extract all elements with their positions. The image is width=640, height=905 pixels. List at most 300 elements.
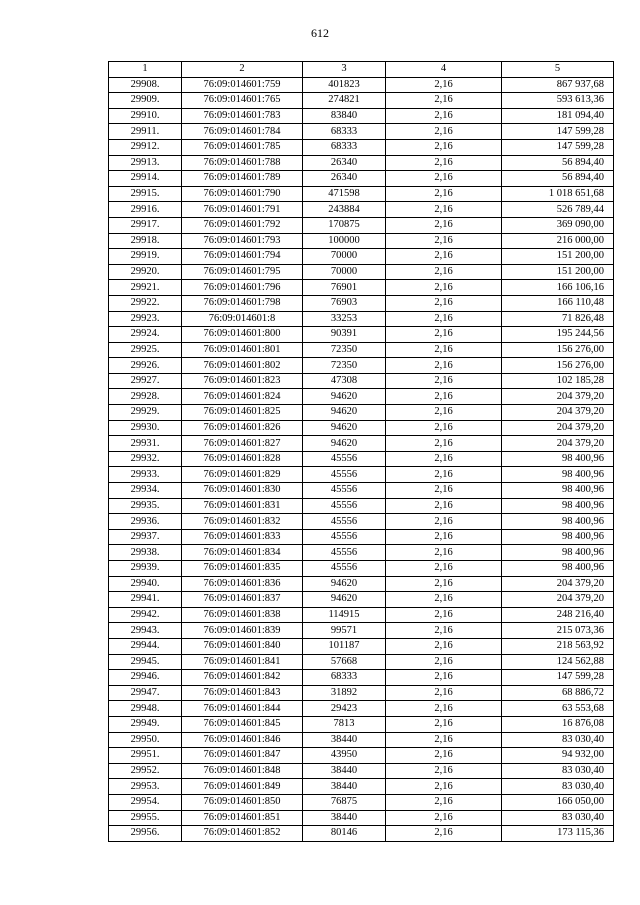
row-number-cell: 29926. — [109, 358, 182, 374]
row-number-cell: 29913. — [109, 155, 182, 171]
cadastral-number-cell: 76:09:014601:823 — [182, 373, 303, 389]
table-row — [109, 638, 614, 654]
row-number-cell: 29937. — [109, 529, 182, 545]
table-row — [109, 373, 614, 389]
area-cell: 45556 — [303, 529, 386, 545]
cadastral-number-cell: 76:09:014601:788 — [182, 155, 303, 171]
rate-cell: 2,16 — [386, 654, 502, 670]
table-row — [109, 607, 614, 623]
area-cell: 26340 — [303, 155, 386, 171]
cadastral-number-cell: 76:09:014601:795 — [182, 264, 303, 280]
amount-cell: 98 400,96 — [502, 545, 614, 561]
table-row — [109, 794, 614, 810]
cadastral-number-cell: 76:09:014601:845 — [182, 716, 303, 732]
row-number-cell: 29935. — [109, 498, 182, 514]
row-number-cell: 29946. — [109, 670, 182, 686]
cadastral-number-cell: 76:09:014601:831 — [182, 498, 303, 514]
amount-cell: 63 553,68 — [502, 701, 614, 717]
area-cell: 94620 — [303, 576, 386, 592]
amount-cell: 166 110,48 — [502, 295, 614, 311]
amount-cell: 204 379,20 — [502, 592, 614, 608]
rate-cell: 2,16 — [386, 108, 502, 124]
row-number-cell: 29925. — [109, 342, 182, 358]
row-number-cell: 29920. — [109, 264, 182, 280]
amount-cell: 248 216,40 — [502, 607, 614, 623]
row-number-cell: 29909. — [109, 93, 182, 109]
rate-cell: 2,16 — [386, 561, 502, 577]
amount-cell: 216 000,00 — [502, 233, 614, 249]
table-row — [109, 810, 614, 826]
cadastral-number-cell: 76:09:014601:824 — [182, 389, 303, 405]
row-number-cell: 29912. — [109, 139, 182, 155]
row-number-cell: 29919. — [109, 249, 182, 265]
area-cell: 68333 — [303, 139, 386, 155]
rate-cell: 2,16 — [386, 607, 502, 623]
amount-cell: 204 379,20 — [502, 389, 614, 405]
rate-cell: 2,16 — [386, 623, 502, 639]
area-cell: 68333 — [303, 124, 386, 140]
row-number-cell: 29918. — [109, 233, 182, 249]
amount-cell: 124 562,88 — [502, 654, 614, 670]
cadastral-number-cell: 76:09:014601:839 — [182, 623, 303, 639]
table-row — [109, 249, 614, 265]
rate-cell: 2,16 — [386, 763, 502, 779]
rate-cell: 2,16 — [386, 794, 502, 810]
rate-cell: 2,16 — [386, 249, 502, 265]
rate-cell: 2,16 — [386, 685, 502, 701]
table-row — [109, 108, 614, 124]
cadastral-number-cell: 76:09:014601:789 — [182, 171, 303, 187]
table-row — [109, 405, 614, 421]
amount-cell: 83 030,40 — [502, 732, 614, 748]
rate-cell: 2,16 — [386, 545, 502, 561]
column-header-1: 1 — [109, 62, 182, 78]
amount-cell: 204 379,20 — [502, 436, 614, 452]
rate-cell: 2,16 — [386, 124, 502, 140]
row-number-cell: 29941. — [109, 592, 182, 608]
amount-cell: 68 886,72 — [502, 685, 614, 701]
table-row — [109, 77, 614, 93]
table-row — [109, 654, 614, 670]
cadastral-number-cell: 76:09:014601:833 — [182, 529, 303, 545]
column-header-4: 4 — [386, 62, 502, 78]
area-cell: 94620 — [303, 436, 386, 452]
cadastral-number-cell: 76:09:014601:851 — [182, 810, 303, 826]
amount-cell: 147 599,28 — [502, 670, 614, 686]
row-number-cell: 29943. — [109, 623, 182, 639]
data-table — [108, 61, 614, 842]
row-number-cell: 29956. — [109, 826, 182, 842]
table-row — [109, 264, 614, 280]
rate-cell: 2,16 — [386, 264, 502, 280]
cadastral-number-cell: 76:09:014601:828 — [182, 451, 303, 467]
row-number-cell: 29951. — [109, 748, 182, 764]
area-cell: 76901 — [303, 280, 386, 296]
row-number-cell: 29933. — [109, 467, 182, 483]
table-row — [109, 670, 614, 686]
table-row — [109, 217, 614, 233]
amount-cell: 166 106,16 — [502, 280, 614, 296]
amount-cell: 56 894,40 — [502, 155, 614, 171]
cadastral-number-cell: 76:09:014601:800 — [182, 327, 303, 343]
table-row — [109, 327, 614, 343]
table-row — [109, 342, 614, 358]
cadastral-number-cell: 76:09:014601:850 — [182, 794, 303, 810]
cadastral-number-cell: 76:09:014601:8 — [182, 311, 303, 327]
table-row — [109, 483, 614, 499]
area-cell: 76903 — [303, 295, 386, 311]
area-cell: 45556 — [303, 498, 386, 514]
area-cell: 401823 — [303, 77, 386, 93]
rate-cell: 2,16 — [386, 77, 502, 93]
area-cell: 83840 — [303, 108, 386, 124]
cadastral-number-cell: 76:09:014601:830 — [182, 483, 303, 499]
table-row — [109, 701, 614, 717]
amount-cell: 83 030,40 — [502, 763, 614, 779]
amount-cell: 83 030,40 — [502, 779, 614, 795]
table-row — [109, 186, 614, 202]
cadastral-number-cell: 76:09:014601:835 — [182, 561, 303, 577]
rate-cell: 2,16 — [386, 716, 502, 732]
rate-cell: 2,16 — [386, 358, 502, 374]
amount-cell: 98 400,96 — [502, 529, 614, 545]
rate-cell: 2,16 — [386, 483, 502, 499]
rate-cell: 2,16 — [386, 139, 502, 155]
row-number-cell: 29940. — [109, 576, 182, 592]
rate-cell: 2,16 — [386, 592, 502, 608]
rate-cell: 2,16 — [386, 311, 502, 327]
row-number-cell: 29955. — [109, 810, 182, 826]
amount-cell: 98 400,96 — [502, 451, 614, 467]
rate-cell: 2,16 — [386, 748, 502, 764]
area-cell: 47308 — [303, 373, 386, 389]
rate-cell: 2,16 — [386, 202, 502, 218]
table-row — [109, 716, 614, 732]
table-row — [109, 498, 614, 514]
area-cell: 45556 — [303, 561, 386, 577]
table-row — [109, 451, 614, 467]
cadastral-number-cell: 76:09:014601:852 — [182, 826, 303, 842]
amount-cell: 156 276,00 — [502, 342, 614, 358]
amount-cell: 16 876,08 — [502, 716, 614, 732]
row-number-cell: 29908. — [109, 77, 182, 93]
amount-cell: 147 599,28 — [502, 139, 614, 155]
table-row — [109, 311, 614, 327]
cadastral-number-cell: 76:09:014601:827 — [182, 436, 303, 452]
row-number-cell: 29954. — [109, 794, 182, 810]
row-number-cell: 29911. — [109, 124, 182, 140]
amount-cell: 215 073,36 — [502, 623, 614, 639]
row-number-cell: 29932. — [109, 451, 182, 467]
cadastral-number-cell: 76:09:014601:792 — [182, 217, 303, 233]
cadastral-number-cell: 76:09:014601:801 — [182, 342, 303, 358]
area-cell: 43950 — [303, 748, 386, 764]
area-cell: 170875 — [303, 217, 386, 233]
row-number-cell: 29927. — [109, 373, 182, 389]
amount-cell: 593 613,36 — [502, 93, 614, 109]
row-number-cell: 29936. — [109, 514, 182, 530]
row-number-cell: 29938. — [109, 545, 182, 561]
area-cell: 72350 — [303, 342, 386, 358]
row-number-cell: 29914. — [109, 171, 182, 187]
row-number-cell: 29910. — [109, 108, 182, 124]
row-number-cell: 29944. — [109, 638, 182, 654]
area-cell: 94620 — [303, 420, 386, 436]
row-number-cell: 29929. — [109, 405, 182, 421]
area-cell: 471598 — [303, 186, 386, 202]
amount-cell: 218 563,92 — [502, 638, 614, 654]
table-row — [109, 171, 614, 187]
area-cell: 45556 — [303, 467, 386, 483]
row-number-cell: 29942. — [109, 607, 182, 623]
rate-cell: 2,16 — [386, 405, 502, 421]
rate-cell: 2,16 — [386, 701, 502, 717]
table-body — [109, 77, 614, 841]
cadastral-number-cell: 76:09:014601:836 — [182, 576, 303, 592]
cadastral-number-cell: 76:09:014601:826 — [182, 420, 303, 436]
cadastral-number-cell: 76:09:014601:838 — [182, 607, 303, 623]
table-row — [109, 155, 614, 171]
area-cell: 33253 — [303, 311, 386, 327]
cadastral-number-cell: 76:09:014601:791 — [182, 202, 303, 218]
table-row — [109, 779, 614, 795]
table-row — [109, 561, 614, 577]
amount-cell: 204 379,20 — [502, 420, 614, 436]
area-cell: 26340 — [303, 171, 386, 187]
amount-cell: 94 932,00 — [502, 748, 614, 764]
rate-cell: 2,16 — [386, 93, 502, 109]
row-number-cell: 29947. — [109, 685, 182, 701]
table-row — [109, 420, 614, 436]
amount-cell: 867 937,68 — [502, 77, 614, 93]
cadastral-number-cell: 76:09:014601:783 — [182, 108, 303, 124]
table-row — [109, 763, 614, 779]
row-number-cell: 29945. — [109, 654, 182, 670]
amount-cell: 98 400,96 — [502, 498, 614, 514]
area-cell: 80146 — [303, 826, 386, 842]
amount-cell: 369 090,00 — [502, 217, 614, 233]
table-row — [109, 124, 614, 140]
area-cell: 68333 — [303, 670, 386, 686]
cadastral-number-cell: 76:09:014601:843 — [182, 685, 303, 701]
area-cell: 45556 — [303, 545, 386, 561]
table-row — [109, 202, 614, 218]
row-number-cell: 29953. — [109, 779, 182, 795]
amount-cell: 151 200,00 — [502, 249, 614, 265]
rate-cell: 2,16 — [386, 467, 502, 483]
page-number: 612 — [311, 26, 329, 40]
area-cell: 45556 — [303, 514, 386, 530]
area-cell: 45556 — [303, 483, 386, 499]
area-cell: 70000 — [303, 249, 386, 265]
area-cell: 57668 — [303, 654, 386, 670]
area-cell: 114915 — [303, 607, 386, 623]
row-number-cell: 29917. — [109, 217, 182, 233]
area-cell: 38440 — [303, 732, 386, 748]
table-row — [109, 436, 614, 452]
row-number-cell: 29923. — [109, 311, 182, 327]
amount-cell: 56 894,40 — [502, 171, 614, 187]
area-cell: 99571 — [303, 623, 386, 639]
rate-cell: 2,16 — [386, 373, 502, 389]
rate-cell: 2,16 — [386, 576, 502, 592]
cadastral-number-cell: 76:09:014601:790 — [182, 186, 303, 202]
rate-cell: 2,16 — [386, 732, 502, 748]
rate-cell: 2,16 — [386, 217, 502, 233]
amount-cell: 166 050,00 — [502, 794, 614, 810]
cadastral-number-cell: 76:09:014601:765 — [182, 93, 303, 109]
rate-cell: 2,16 — [386, 638, 502, 654]
amount-cell: 526 789,44 — [502, 202, 614, 218]
rate-cell: 2,16 — [386, 186, 502, 202]
rate-cell: 2,16 — [386, 779, 502, 795]
cadastral-number-cell: 76:09:014601:759 — [182, 77, 303, 93]
amount-cell: 173 115,36 — [502, 826, 614, 842]
area-cell: 94620 — [303, 405, 386, 421]
cadastral-number-cell: 76:09:014601:793 — [182, 233, 303, 249]
amount-cell: 71 826,48 — [502, 311, 614, 327]
table-row — [109, 685, 614, 701]
cadastral-number-cell: 76:09:014601:784 — [182, 124, 303, 140]
rate-cell: 2,16 — [386, 280, 502, 296]
table-header-row — [109, 62, 614, 78]
column-header-3: 3 — [303, 62, 386, 78]
rate-cell: 2,16 — [386, 295, 502, 311]
cadastral-number-cell: 76:09:014601:829 — [182, 467, 303, 483]
row-number-cell: 29922. — [109, 295, 182, 311]
rate-cell: 2,16 — [386, 342, 502, 358]
amount-cell: 98 400,96 — [502, 467, 614, 483]
row-number-cell: 29952. — [109, 763, 182, 779]
rate-cell: 2,16 — [386, 498, 502, 514]
row-number-cell: 29950. — [109, 732, 182, 748]
cadastral-number-cell: 76:09:014601:849 — [182, 779, 303, 795]
column-header-5: 5 — [502, 62, 614, 78]
rate-cell: 2,16 — [386, 389, 502, 405]
cadastral-number-cell: 76:09:014601:796 — [182, 280, 303, 296]
row-number-cell: 29930. — [109, 420, 182, 436]
amount-cell: 204 379,20 — [502, 576, 614, 592]
cadastral-number-cell: 76:09:014601:794 — [182, 249, 303, 265]
cadastral-number-cell: 76:09:014601:832 — [182, 514, 303, 530]
row-number-cell: 29934. — [109, 483, 182, 499]
amount-cell: 204 379,20 — [502, 405, 614, 421]
amount-cell: 98 400,96 — [502, 483, 614, 499]
cadastral-number-cell: 76:09:014601:798 — [182, 295, 303, 311]
table-row — [109, 545, 614, 561]
cadastral-number-cell: 76:09:014601:841 — [182, 654, 303, 670]
row-number-cell: 29949. — [109, 716, 182, 732]
table-row — [109, 592, 614, 608]
table-row — [109, 826, 614, 842]
amount-cell: 1 018 651,68 — [502, 186, 614, 202]
area-cell: 29423 — [303, 701, 386, 717]
area-cell: 7813 — [303, 716, 386, 732]
amount-cell: 83 030,40 — [502, 810, 614, 826]
row-number-cell: 29916. — [109, 202, 182, 218]
area-cell: 45556 — [303, 451, 386, 467]
table-row — [109, 732, 614, 748]
rate-cell: 2,16 — [386, 233, 502, 249]
rate-cell: 2,16 — [386, 171, 502, 187]
rate-cell: 2,16 — [386, 810, 502, 826]
table-row — [109, 295, 614, 311]
area-cell: 38440 — [303, 779, 386, 795]
table-row — [109, 280, 614, 296]
amount-cell: 181 094,40 — [502, 108, 614, 124]
area-cell: 90391 — [303, 327, 386, 343]
area-cell: 70000 — [303, 264, 386, 280]
rate-cell: 2,16 — [386, 670, 502, 686]
area-cell: 76875 — [303, 794, 386, 810]
rate-cell: 2,16 — [386, 436, 502, 452]
table-row — [109, 389, 614, 405]
row-number-cell: 29948. — [109, 701, 182, 717]
amount-cell: 147 599,28 — [502, 124, 614, 140]
table-row — [109, 233, 614, 249]
rate-cell: 2,16 — [386, 514, 502, 530]
area-cell: 100000 — [303, 233, 386, 249]
rate-cell: 2,16 — [386, 155, 502, 171]
area-cell: 243884 — [303, 202, 386, 218]
cadastral-number-cell: 76:09:014601:840 — [182, 638, 303, 654]
amount-cell: 195 244,56 — [502, 327, 614, 343]
cadastral-number-cell: 76:09:014601:802 — [182, 358, 303, 374]
rate-cell: 2,16 — [386, 327, 502, 343]
row-number-cell: 29928. — [109, 389, 182, 405]
rate-cell: 2,16 — [386, 451, 502, 467]
table-row — [109, 623, 614, 639]
table-row — [109, 748, 614, 764]
cadastral-number-cell: 76:09:014601:844 — [182, 701, 303, 717]
area-cell: 274821 — [303, 93, 386, 109]
row-number-cell: 29915. — [109, 186, 182, 202]
rate-cell: 2,16 — [386, 420, 502, 436]
rate-cell: 2,16 — [386, 826, 502, 842]
amount-cell: 156 276,00 — [502, 358, 614, 374]
cadastral-number-cell: 76:09:014601:848 — [182, 763, 303, 779]
table-row — [109, 93, 614, 109]
row-number-cell: 29931. — [109, 436, 182, 452]
area-cell: 38440 — [303, 810, 386, 826]
cadastral-number-cell: 76:09:014601:847 — [182, 748, 303, 764]
area-cell: 38440 — [303, 763, 386, 779]
table-row — [109, 529, 614, 545]
area-cell: 72350 — [303, 358, 386, 374]
cadastral-number-cell: 76:09:014601:837 — [182, 592, 303, 608]
cadastral-number-cell: 76:09:014601:834 — [182, 545, 303, 561]
amount-cell: 102 185,28 — [502, 373, 614, 389]
table-row — [109, 467, 614, 483]
row-number-cell: 29939. — [109, 561, 182, 577]
amount-cell: 151 200,00 — [502, 264, 614, 280]
row-number-cell: 29924. — [109, 327, 182, 343]
cadastral-number-cell: 76:09:014601:785 — [182, 139, 303, 155]
area-cell: 94620 — [303, 592, 386, 608]
table-row — [109, 358, 614, 374]
table-row — [109, 576, 614, 592]
row-number-cell: 29921. — [109, 280, 182, 296]
area-cell: 101187 — [303, 638, 386, 654]
table-row — [109, 514, 614, 530]
area-cell: 31892 — [303, 685, 386, 701]
rate-cell: 2,16 — [386, 529, 502, 545]
cadastral-number-cell: 76:09:014601:825 — [182, 405, 303, 421]
amount-cell: 98 400,96 — [502, 561, 614, 577]
amount-cell: 98 400,96 — [502, 514, 614, 530]
column-header-2: 2 — [182, 62, 303, 78]
table-row — [109, 139, 614, 155]
